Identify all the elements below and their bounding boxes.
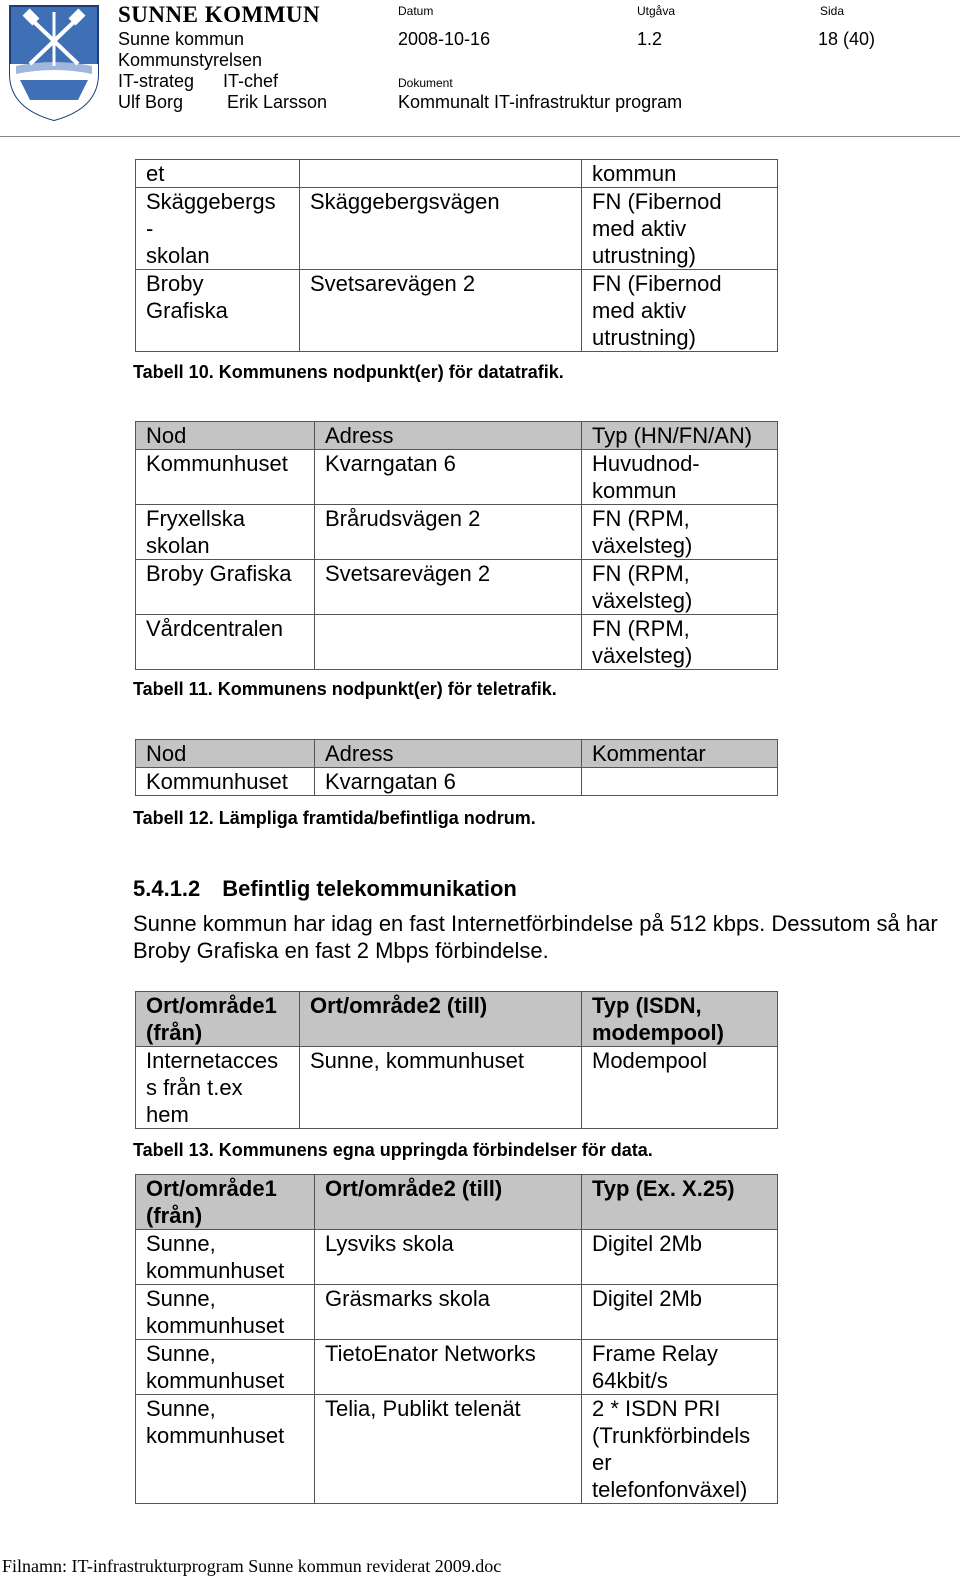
page-value: 18 (40): [818, 29, 876, 49]
table-cell: FN (Fibernod med aktiv utrustning): [582, 188, 778, 270]
table-cell: Lysviks skola: [315, 1230, 582, 1285]
table-cell: Kommunhuset: [136, 768, 315, 796]
edition-label: Utgåva: [637, 4, 676, 18]
table-cell: Svetsarevägen 2: [300, 270, 582, 352]
table-header-row: [136, 740, 778, 768]
column-header: Typ (Ex. X.25): [582, 1175, 778, 1230]
table-cell: Sunne, kommunhuset: [136, 1285, 315, 1340]
table-header-row: [136, 422, 778, 450]
header-divider: [0, 136, 960, 137]
section-number: 5.4.1.2: [133, 876, 201, 901]
table-11-caption: Tabell 11. Kommunens nodpunkt(er) för teletrafik.: [133, 679, 557, 699]
table-row: [136, 270, 778, 352]
table-cell: Huvudnod- kommun: [582, 450, 778, 505]
table-cell: Skäggebergsvägen: [300, 188, 582, 270]
table-cell: TietoEnator Networks: [315, 1340, 582, 1395]
section-heading: [133, 876, 517, 902]
table-12-caption: Tabell 12. Lämpliga framtida/befintliga nodrum.: [133, 808, 536, 828]
table-11: [135, 421, 778, 670]
document-title: Kommunalt IT-infrastruktur program: [398, 92, 683, 112]
table-header-row: [136, 1175, 778, 1230]
table-cell: FN (RPM, växelsteg): [582, 615, 778, 670]
table-cell: [300, 160, 582, 188]
table-cell: Svetsarevägen 2: [315, 560, 582, 615]
table-cell: Sunne, kommunhuset: [300, 1047, 582, 1129]
column-header: Typ (ISDN, modempool): [582, 992, 778, 1047]
table-cell: Sunne, kommunhuset: [136, 1230, 315, 1285]
column-header: Ort/område1 (från): [136, 992, 300, 1047]
column-header: Ort/område2 (till): [315, 1175, 582, 1230]
table-cell: Skäggebergs - skolan: [136, 188, 300, 270]
column-header: Ort/område2 (till): [300, 992, 582, 1047]
table-cell: FN (Fibernod med aktiv utrustning): [582, 270, 778, 352]
column-header: Kommentar: [582, 740, 778, 768]
table-12: [135, 739, 778, 796]
table-row: [136, 1285, 778, 1340]
section-title: Befintlig telekommunikation: [222, 876, 517, 901]
document-label: Dokument: [398, 76, 453, 90]
table-row: [136, 160, 778, 188]
table-cell: 2 * ISDN PRI (Trunkförbindels er telefonfonväxel): [582, 1395, 778, 1504]
table-cell: Fryxellska skolan: [136, 505, 315, 560]
table-header-row: [136, 992, 778, 1047]
role1-label: IT-strateg: [118, 71, 195, 91]
table-cell: Modempool: [582, 1047, 778, 1129]
table-cell: Brårudsvägen 2: [315, 505, 582, 560]
edition-value: 1.2: [637, 29, 663, 49]
column-header: Ort/område1 (från): [136, 1175, 315, 1230]
person2-name: Erik Larsson: [227, 92, 328, 112]
table-10-caption: Tabell 10. Kommunens nodpunkt(er) för datatrafik.: [133, 362, 564, 382]
org-title: SUNNE KOMMUN: [118, 2, 321, 27]
column-header: Nod: [136, 740, 315, 768]
column-header: Adress: [315, 422, 582, 450]
table-cell: Sunne, kommunhuset: [136, 1395, 315, 1504]
table-row: [136, 1047, 778, 1129]
municipal-coat-of-arms-icon: [8, 4, 100, 122]
table-cell: FN (RPM, växelsteg): [582, 505, 778, 560]
role2-label: IT-chef: [223, 71, 279, 91]
table-row: [136, 1230, 778, 1285]
table-row: [136, 560, 778, 615]
table-cell: kommun: [582, 160, 778, 188]
table-row: [136, 505, 778, 560]
column-header: Nod: [136, 422, 315, 450]
table-cell: Telia, Publikt telenät: [315, 1395, 582, 1504]
table-10: [135, 159, 778, 352]
page-label: Sida: [820, 4, 845, 18]
table-13: [135, 991, 778, 1129]
table-cell: Kommunhuset: [136, 450, 315, 505]
date-label: Datum: [398, 4, 434, 18]
table-cell: FN (RPM, växelsteg): [582, 560, 778, 615]
table-row: [136, 1340, 778, 1395]
column-header: Adress: [315, 740, 582, 768]
table-row: [136, 450, 778, 505]
date-value: 2008-10-16: [398, 29, 491, 49]
table-14: [135, 1174, 778, 1504]
table-cell: Kvarngatan 6: [315, 450, 582, 505]
table-row: [136, 188, 778, 270]
table-cell: Gräsmarks skola: [315, 1285, 582, 1340]
table-row: [136, 768, 778, 796]
table-cell: [582, 768, 778, 796]
table-row: [136, 615, 778, 670]
section-paragraph: Sunne kommun har idag en fast Internetförbindelse på 512 kbps. Dessutom så har Broby Grafiska en fast 2 Mbps förbindelse.: [133, 911, 938, 963]
org-name: Sunne kommun: [118, 29, 245, 49]
board-name: Kommunstyrelsen: [118, 50, 263, 70]
footer-filename: Filnamn: IT-infrastrukturprogram Sunne kommun reviderat 2009.doc: [2, 1556, 502, 1576]
table-13-caption: Tabell 13. Kommunens egna uppringda förbindelser för data.: [133, 1140, 653, 1160]
table-cell: Vårdcentralen: [136, 615, 315, 670]
table-cell: Digitel 2Mb: [582, 1285, 778, 1340]
table-cell: et: [136, 160, 300, 188]
table-cell: Broby Grafiska: [136, 560, 315, 615]
table-row: [136, 1395, 778, 1504]
table-cell: Broby Grafiska: [136, 270, 300, 352]
column-header: Typ (HN/FN/AN): [582, 422, 778, 450]
table-cell: Kvarngatan 6: [315, 768, 582, 796]
person1-name: Ulf Borg: [118, 92, 184, 112]
table-cell: [315, 615, 582, 670]
table-cell: Internetacces s från t.ex hem: [136, 1047, 300, 1129]
table-cell: Digitel 2Mb: [582, 1230, 778, 1285]
table-cell: Frame Relay 64kbit/s: [582, 1340, 778, 1395]
table-cell: Sunne, kommunhuset: [136, 1340, 315, 1395]
